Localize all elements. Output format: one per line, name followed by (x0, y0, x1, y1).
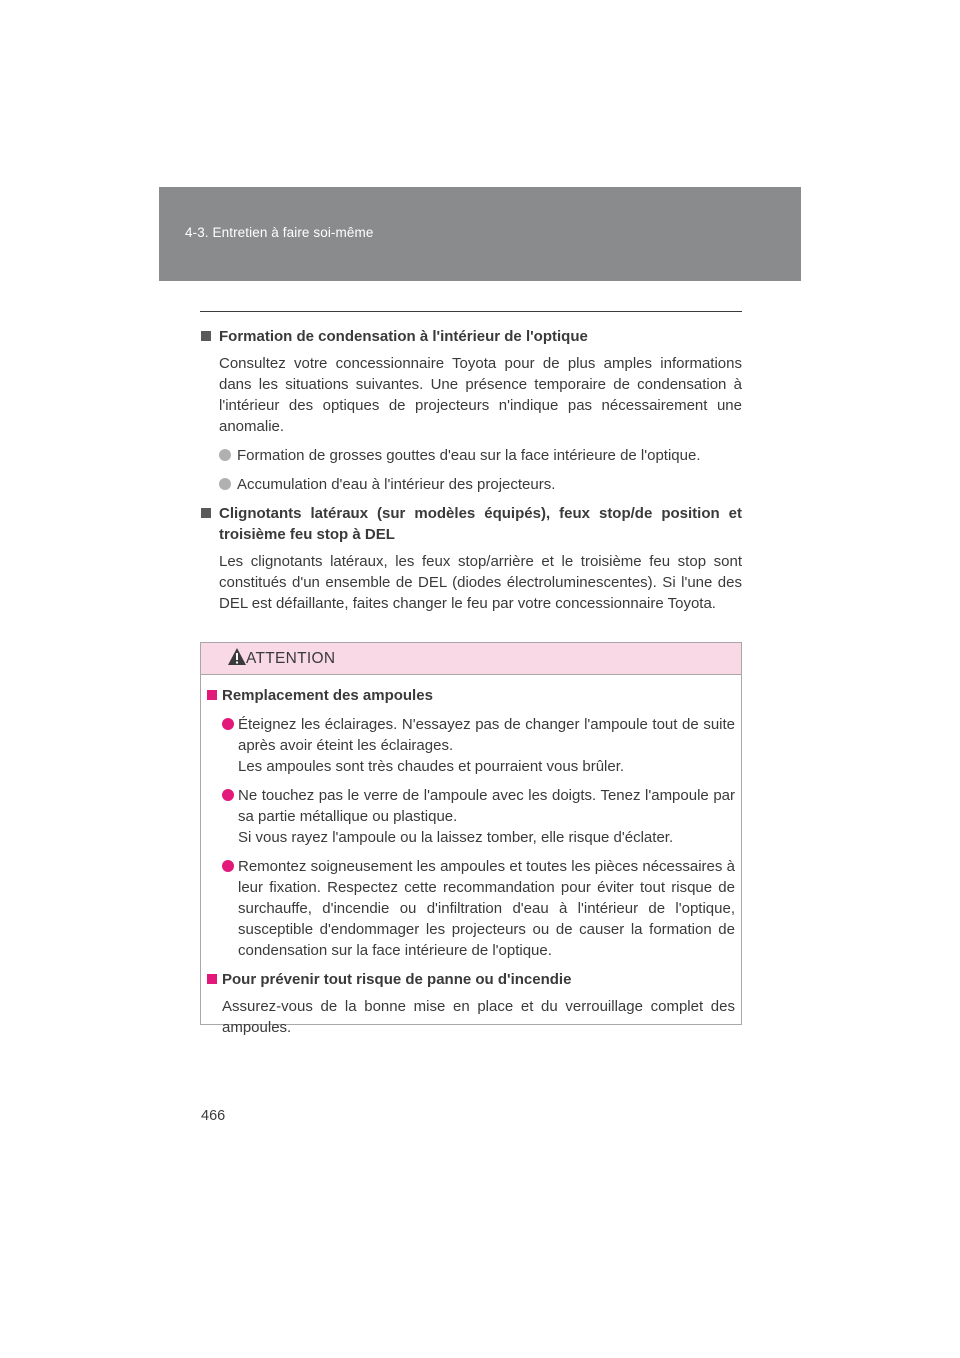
list-item (200, 445, 742, 466)
section-heading (200, 326, 742, 347)
warning-section-heading-text: Pour prévenir tout risque de panne ou d'incendie (222, 971, 572, 988)
list-item-text: Accumulation d'eau à l'intérieur des projecteurs. (237, 476, 556, 493)
warning-header (201, 643, 741, 675)
warning-body (201, 675, 741, 1038)
circle-bullet-icon (222, 718, 234, 730)
circle-bullet-icon (222, 860, 234, 872)
warning-section-heading (207, 969, 735, 990)
warning-paragraph: Assurez-vous de la bonne mise en place et du verrouillage complet des ampoules. (222, 998, 735, 1036)
top-rule (200, 311, 742, 312)
warning-title: ATTENTION (246, 650, 336, 667)
section-heading (200, 503, 742, 545)
chapter-title: 4-3. Entretien à faire soi-même (185, 225, 374, 240)
square-bullet-icon (201, 508, 211, 518)
square-bullet-icon (207, 974, 217, 984)
warning-list-item (207, 785, 735, 848)
warning-item-note: Les ampoules sont très chaudes et pourraient vous brûler. (238, 758, 625, 775)
warning-item-note: Si vous rayez l'ampoule ou la laissez tomber, elle risque d'éclater. (238, 829, 674, 846)
warning-section-heading-text: Remplacement des ampoules (222, 687, 433, 704)
warning-list-item (207, 714, 735, 777)
section-heading-text: Clignotants latéraux (sur modèles équipés), feux stop/de position et troisième feu stop à DEL (219, 505, 742, 543)
warning-list-item (207, 856, 735, 961)
main-content (200, 326, 742, 614)
warning-section-heading (207, 685, 735, 706)
warning-item-text: Ne touchez pas le verre de l'ampoule avec les doigts. Tenez l'ampoule par sa partie métallique ou plastique. (238, 787, 735, 825)
section-heading-text: Formation de condensation à l'intérieur de l'optique (219, 328, 588, 345)
square-bullet-icon (207, 690, 217, 700)
warning-item-text: Éteignez les éclairages. N'essayez pas de changer l'ampoule tout de suite après avoir éteint les éclairages. (238, 716, 735, 754)
warning-triangle-icon (227, 647, 247, 666)
circle-bullet-icon (222, 789, 234, 801)
list-item (200, 474, 742, 495)
warning-item-text: Remontez soigneusement les ampoules et toutes les pièces nécessaires à leur fixation. Respectez cette recommandation pour éviter tout risque de surchauffe, d'incendie ou d'infiltration d'eau à l'intérieur de l'optique, susceptible d'endommager les projecteurs ou de causer la formation de condensation sur la face intérieure de l'optique. (238, 858, 735, 959)
circle-bullet-icon (219, 478, 231, 490)
chapter-header-band (159, 187, 801, 281)
list-item-text: Formation de grosses gouttes d'eau sur la face intérieure de l'optique. (237, 447, 701, 464)
page-number: 466 (201, 1108, 226, 1124)
section-paragraph: Consultez votre concessionnaire Toyota pour de plus amples informations dans les situations suivantes. Une présence temporaire de condensation à l'intérieur des optiques de projecteurs n'indique pas nécessairement une anomalie. (219, 355, 742, 435)
circle-bullet-icon (219, 449, 231, 461)
section-paragraph: Les clignotants latéraux, les feux stop/arrière et le troisième feu stop sont constitués d'un ensemble de DEL (diodes électroluminescentes). Si l'une des DEL est défaillante, faites changer le feu par votre concessionnaire Toyota. (219, 553, 742, 612)
warning-box (200, 642, 742, 1036)
square-bullet-icon (201, 331, 211, 341)
